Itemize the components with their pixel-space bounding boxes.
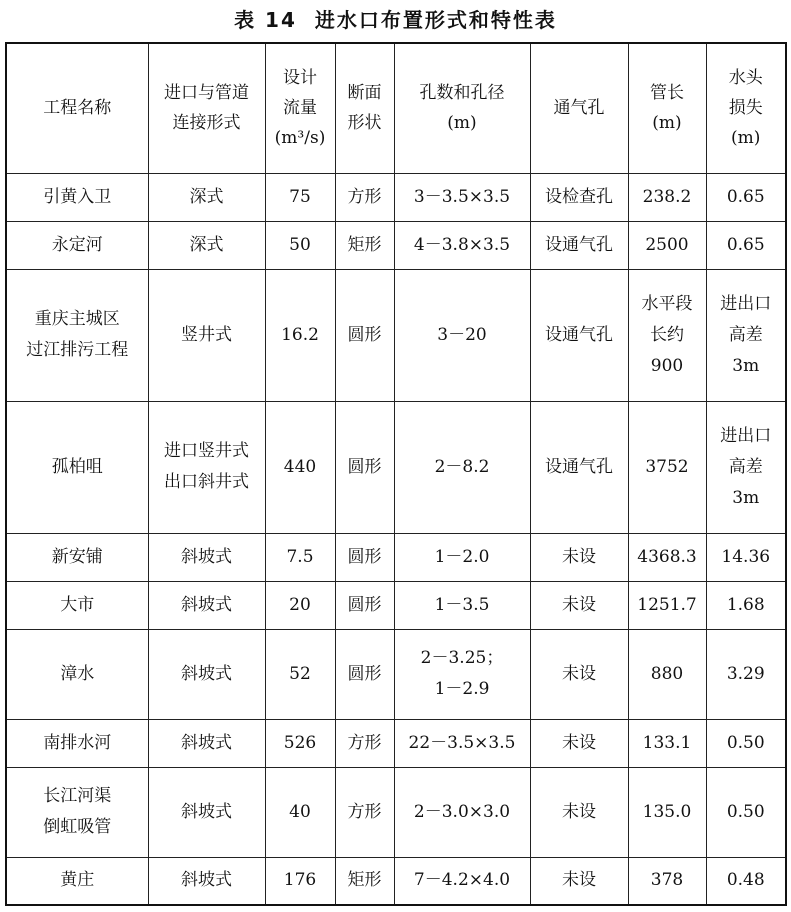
cell-text-line: 1－2.9: [434, 679, 490, 699]
cell-pipe-length: [628, 401, 706, 533]
cell-text-line: 1－3.5: [434, 594, 490, 615]
cell-text-line: 长江河渠: [43, 786, 112, 806]
column-header-line: (m): [731, 128, 761, 149]
cell-text-line: 深式: [189, 234, 224, 255]
cell-text-line: 大市: [60, 594, 95, 615]
cell-text-line: 未设: [562, 594, 596, 615]
cell-text-line: 14.36: [721, 546, 771, 567]
cell-connection-type: [148, 719, 265, 767]
cell-text-line: 16.2: [281, 324, 319, 345]
cell-head-loss: [706, 719, 786, 767]
cell-pipe-length: [628, 629, 706, 719]
cell-head-loss: [706, 857, 786, 905]
column-header-connection-type: [148, 43, 265, 173]
cell-text-line: 新安铺: [51, 546, 103, 567]
cell-holes-diameter: [394, 173, 530, 221]
column-header-line: 通气孔: [553, 98, 605, 119]
cell-air-vent: [530, 173, 628, 221]
cell-holes-diameter: [394, 533, 530, 581]
cell-text-line: 2－3.0×3.0: [413, 801, 511, 822]
cell-section-shape: [335, 269, 394, 401]
cell-text-line: 1251.7: [637, 594, 697, 615]
column-header-line: 工程名称: [43, 98, 112, 119]
cell-text-line: 高差: [728, 324, 763, 345]
cell-text-line: 未设: [562, 870, 596, 891]
cell-text-line: 斜坡式: [181, 801, 232, 822]
cell-text-line: 设检查孔: [545, 186, 613, 207]
column-header-line: (m): [652, 113, 682, 134]
cell-air-vent: [530, 581, 628, 629]
cell-head-loss: [706, 401, 786, 533]
cell-holes-diameter: [394, 401, 530, 533]
cell-text-line: 0.50: [726, 801, 765, 822]
cell-section-shape: [335, 533, 394, 581]
cell-holes-diameter: [394, 629, 530, 719]
cell-text-line: 方形: [347, 801, 382, 822]
cell-text-line: 0.65: [726, 186, 765, 207]
cell-text-line: 40: [289, 801, 311, 822]
table-row: [6, 221, 786, 269]
cell-connection-type: [148, 221, 265, 269]
cell-project-name: [6, 221, 148, 269]
cell-text-line: 378: [650, 870, 684, 891]
column-header-line: 进口与管道: [164, 83, 249, 104]
cell-text-line: 南排水河: [43, 732, 112, 753]
cell-text-line: 3m: [732, 355, 760, 376]
cell-head-loss: [706, 767, 786, 857]
cell-text-line: 斜坡式: [181, 732, 232, 753]
cell-text-line: 矩形: [347, 234, 382, 255]
cell-text-line: 7.5: [286, 546, 314, 567]
cell-text-line: 设通气孔: [545, 324, 613, 345]
cell-text-line: 900: [650, 355, 684, 376]
cell-design-flow: [265, 857, 335, 905]
table-number: 表 14: [234, 8, 297, 32]
column-header-air-vent: [530, 43, 628, 173]
column-header-line: (m): [447, 113, 477, 134]
cell-text-line: 斜坡式: [181, 546, 232, 567]
cell-text-line: 2－3.25；: [420, 648, 504, 668]
cell-text-line: 进出口: [720, 425, 772, 446]
cell-section-shape: [335, 221, 394, 269]
cell-text-line: 永定河: [51, 234, 103, 255]
cell-text-line: 0.48: [726, 870, 765, 891]
cell-section-shape: [335, 581, 394, 629]
column-header-line: 流量: [283, 98, 317, 119]
cell-text-line: 孤柏咀: [51, 456, 103, 477]
cell-text-line: 斜坡式: [181, 594, 232, 615]
cell-text-line: 进口竖井式: [164, 441, 249, 461]
cell-connection-type: [148, 173, 265, 221]
table-row: [6, 533, 786, 581]
cell-text-line: 长约: [650, 324, 684, 345]
cell-text-line: 526: [283, 732, 317, 753]
cell-project-name: [6, 401, 148, 533]
cell-holes-diameter: [394, 581, 530, 629]
cell-pipe-length: [628, 719, 706, 767]
cell-text-line: 水平段: [641, 293, 693, 314]
cell-project-name: [6, 269, 148, 401]
cell-text-line: 133.1: [642, 732, 692, 753]
cell-text-line: 高差: [728, 456, 763, 477]
table-title-text: 进水口布置形式和特性表: [314, 8, 557, 32]
cell-text-line: 黄庄: [60, 870, 95, 891]
cell-text-line: 未设: [562, 732, 596, 753]
table-title: [0, 4, 791, 34]
table-header-row: [6, 43, 786, 173]
cell-text-line: 3752: [645, 456, 689, 477]
cell-pipe-length: [628, 173, 706, 221]
cell-text-line: 未设: [562, 546, 596, 567]
column-header-holes-diameter: [394, 43, 530, 173]
cell-design-flow: [265, 269, 335, 401]
cell-holes-diameter: [394, 719, 530, 767]
cell-section-shape: [335, 401, 394, 533]
cell-text-line: 设通气孔: [545, 456, 613, 477]
table-row: [6, 581, 786, 629]
cell-text-line: 0.65: [726, 234, 765, 255]
cell-text-line: 未设: [562, 801, 596, 822]
cell-holes-diameter: [394, 857, 530, 905]
cell-holes-diameter: [394, 767, 530, 857]
cell-connection-type: [148, 767, 265, 857]
table-row: [6, 719, 786, 767]
cell-head-loss: [706, 173, 786, 221]
cell-project-name: [6, 173, 148, 221]
cell-pipe-length: [628, 581, 706, 629]
cell-text-line: 2－8.2: [434, 456, 490, 477]
cell-design-flow: [265, 533, 335, 581]
cell-text-line: 斜坡式: [181, 870, 232, 891]
cell-text-line: 重庆主城区: [34, 309, 120, 329]
cell-project-name: [6, 581, 148, 629]
cell-text-line: 竖井式: [181, 324, 232, 345]
cell-text-line: 漳水: [60, 663, 95, 684]
cell-section-shape: [335, 719, 394, 767]
column-header-line: 管长: [650, 83, 684, 104]
cell-connection-type: [148, 533, 265, 581]
cell-pipe-length: [628, 533, 706, 581]
cell-connection-type: [148, 401, 265, 533]
cell-text-line: 出口斜井式: [164, 472, 249, 492]
cell-air-vent: [530, 221, 628, 269]
cell-project-name: [6, 857, 148, 905]
table-row: [6, 857, 786, 905]
cell-connection-type: [148, 857, 265, 905]
cell-text-line: 2500: [645, 234, 689, 255]
cell-text-line: 圆形: [347, 663, 382, 684]
column-header-design-flow: [265, 43, 335, 173]
cell-text-line: 20: [289, 594, 311, 615]
column-header-section-shape: [335, 43, 394, 173]
cell-project-name: [6, 719, 148, 767]
cell-text-line: 880: [650, 663, 684, 684]
cell-text-line: 3.29: [726, 663, 765, 684]
cell-text-line: 圆形: [347, 324, 382, 345]
cell-pipe-length: [628, 767, 706, 857]
cell-text-line: 238.2: [642, 186, 692, 207]
cell-design-flow: [265, 767, 335, 857]
cell-text-line: 圆形: [347, 456, 382, 477]
cell-text-line: 3－3.5×3.5: [413, 186, 511, 207]
cell-air-vent: [530, 401, 628, 533]
column-header-pipe-length: [628, 43, 706, 173]
cell-text-line: 4368.3: [637, 546, 697, 567]
cell-section-shape: [335, 857, 394, 905]
cell-design-flow: [265, 629, 335, 719]
cell-text-line: 进出口: [720, 293, 772, 314]
cell-text-line: 135.0: [642, 801, 692, 822]
cell-project-name: [6, 767, 148, 857]
cell-text-line: 矩形: [347, 870, 382, 891]
column-header-line: 孔数和孔径: [419, 83, 505, 104]
cell-design-flow: [265, 173, 335, 221]
cell-section-shape: [335, 767, 394, 857]
cell-head-loss: [706, 533, 786, 581]
cell-air-vent: [530, 269, 628, 401]
table-row: [6, 269, 786, 401]
cell-air-vent: [530, 533, 628, 581]
cell-text-line: 3－20: [437, 324, 487, 345]
cell-connection-type: [148, 269, 265, 401]
cell-text-line: 4－3.8×3.5: [413, 234, 511, 255]
cell-text-line: 52: [289, 663, 311, 684]
cell-text-line: 深式: [189, 186, 224, 207]
cell-text-line: 引黄入卫: [43, 186, 112, 207]
table-body: [6, 173, 786, 905]
cell-pipe-length: [628, 221, 706, 269]
table-row: [6, 629, 786, 719]
cell-pipe-length: [628, 269, 706, 401]
cell-text-line: 0.50: [726, 732, 765, 753]
cell-design-flow: [265, 221, 335, 269]
cell-air-vent: [530, 767, 628, 857]
cell-head-loss: [706, 581, 786, 629]
cell-text-line: 440: [283, 456, 317, 477]
column-header-line: 损失: [728, 98, 763, 119]
cell-text-line: 设通气孔: [545, 234, 613, 255]
cell-text-line: 方形: [347, 732, 382, 753]
cell-head-loss: [706, 269, 786, 401]
cell-text-line: 圆形: [347, 594, 382, 615]
cell-text-line: 3m: [732, 487, 760, 508]
cell-design-flow: [265, 719, 335, 767]
cell-text-line: 1－2.0: [434, 546, 490, 567]
cell-text-line: 过江排污工程: [26, 340, 129, 360]
cell-text-line: 22－3.5×3.5: [408, 732, 516, 753]
intake-characteristics-table: [5, 42, 787, 906]
column-header-line: (m³/s): [274, 128, 326, 149]
cell-air-vent: [530, 629, 628, 719]
column-header-line: 设计: [283, 68, 317, 89]
cell-text-line: 176: [283, 870, 317, 891]
cell-text-line: 1.68: [726, 594, 765, 615]
cell-air-vent: [530, 857, 628, 905]
cell-section-shape: [335, 173, 394, 221]
column-header-line: 形状: [347, 113, 382, 134]
column-header-line: 断面: [347, 83, 382, 104]
cell-head-loss: [706, 629, 786, 719]
cell-connection-type: [148, 581, 265, 629]
cell-text-line: 7－4.2×4.0: [413, 870, 511, 891]
cell-connection-type: [148, 629, 265, 719]
cell-text-line: 方形: [347, 186, 382, 207]
column-header-line: 连接形式: [172, 113, 241, 134]
cell-text-line: 斜坡式: [181, 663, 232, 684]
cell-text-line: 50: [289, 234, 311, 255]
cell-text-line: 倒虹吸管: [43, 817, 112, 837]
cell-text-line: 圆形: [347, 546, 382, 567]
cell-design-flow: [265, 581, 335, 629]
cell-air-vent: [530, 719, 628, 767]
column-header-head-loss: [706, 43, 786, 173]
column-header-project-name: [6, 43, 148, 173]
cell-text-line: 未设: [562, 663, 596, 684]
cell-project-name: [6, 533, 148, 581]
cell-holes-diameter: [394, 269, 530, 401]
cell-section-shape: [335, 629, 394, 719]
cell-project-name: [6, 629, 148, 719]
cell-holes-diameter: [394, 221, 530, 269]
cell-design-flow: [265, 401, 335, 533]
cell-pipe-length: [628, 857, 706, 905]
cell-text-line: 75: [289, 186, 311, 207]
cell-head-loss: [706, 221, 786, 269]
table-row: [6, 767, 786, 857]
table-row: [6, 173, 786, 221]
table-row: [6, 401, 786, 533]
column-header-line: 水头: [728, 68, 763, 89]
